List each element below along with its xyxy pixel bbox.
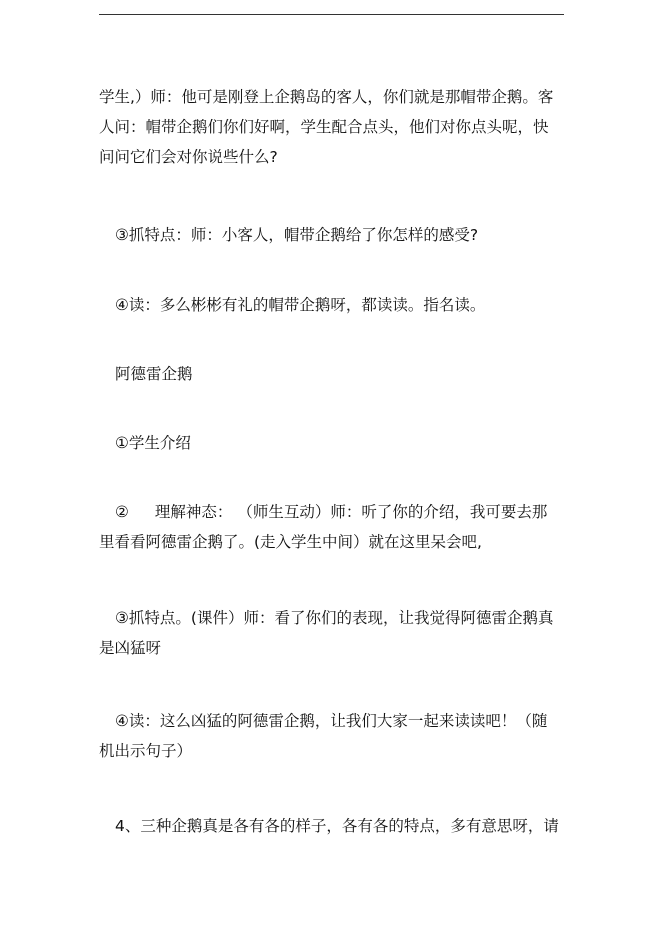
text-line: ④读：这么凶猛的阿德雷企鹅，让我们大家一起来读读吧！（随 xyxy=(115,712,548,730)
text-line: 是凶猛呀 xyxy=(99,639,162,657)
text-line: ③抓特点。(课件）师：看了你们的表现，让我觉得阿德雷企鹅真 xyxy=(115,609,554,627)
text-line: 问问它们会对你说些什么? xyxy=(99,148,278,166)
text-line: 4、三种企鹅真是各有各的样子，各有各的特点，多有意思呀，请 xyxy=(115,817,559,835)
paragraph-5 xyxy=(115,428,583,458)
text-line xyxy=(99,497,567,527)
text-line: ①学生介绍 xyxy=(115,434,191,452)
header-rule xyxy=(99,14,564,15)
paragraph-6 xyxy=(99,497,567,557)
text-line: 机出示句子） xyxy=(99,742,193,760)
text-line: ④读：多么彬彬有礼的帽带企鹅呀，都读读。指名读。 xyxy=(115,296,486,314)
heading-text: 阿德雷企鹅 xyxy=(115,365,193,383)
text-line: 里看看阿德雷企鹅了。(走入学生中间）就在这里呆会吧, xyxy=(99,533,482,551)
text-line: 学生,）师：他可是刚登上企鹅岛的客人，你们就是那帽带企鹅。客 xyxy=(99,88,554,106)
paragraph-2 xyxy=(115,220,583,250)
paragraph-7 xyxy=(99,603,567,663)
text-line: 人问：帽带企鹅们你们好啊，学生配合点头，他们对你点头呢，快 xyxy=(99,118,549,136)
paragraph-9 xyxy=(115,811,583,841)
section-heading xyxy=(115,359,583,389)
text-line: ③抓特点：师：小客人，帽带企鹅给了你怎样的感受? xyxy=(115,226,479,244)
line-text: 理解神态： （师生互动）师：听了你的介绍，我可要去那 xyxy=(154,503,548,521)
paragraph-1 xyxy=(99,82,567,172)
paragraph-8 xyxy=(99,706,567,766)
paragraph-3 xyxy=(115,290,583,320)
list-marker: ② xyxy=(115,503,129,521)
